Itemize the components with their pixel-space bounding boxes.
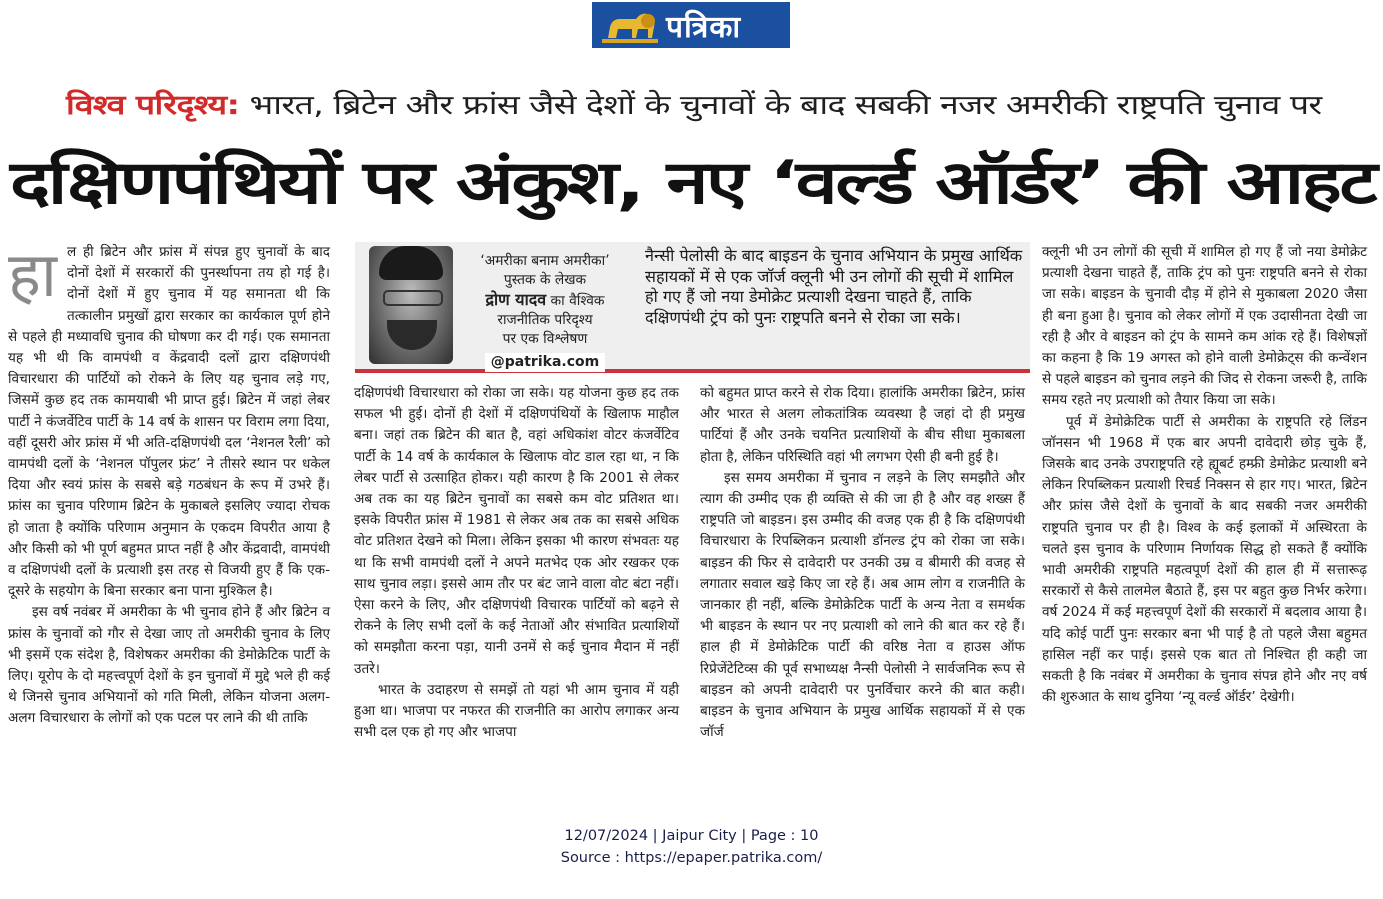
paragraph: को बहुमत प्राप्त करने से रोक दिया। हालांकि अमरीका ब्रिटेन, फ्रांस और भारत से अलग लोकतांत्रिक व्यवस्था है जहां दो ही प्रमुख पार्टियां हैं और उनके चयनित प्रत्याशियों के बीच सीधा मुकाबला होता है, लेकिन परिस्थिति वहां भी लगभग ऐसी ही बनी हुई है। (700, 385, 1025, 465)
article-column-3 (700, 383, 1025, 743)
photo-beard (387, 320, 437, 350)
paragraph: दक्षिणपंथी विचारधारा को रोका जा सके। यह योजना कुछ हद तक सफल भी हुई। दोनों ही देशों में दक्षिणपंथियों के खिलाफ माहौल बना। जहां तक ब्रिटेन की बात है, वहां अधिकांश वोटर कंजर्वेटिव पार्टी के 14 वर्ष के कार्यकाल के खिलाफ वोट डाल रहा था, न कि लेबर पार्टी से उत्साहित होकर। यही कारण है कि 2001 से लेकर अब तक का यह ब्रिटेन चुनावों का सबसे कम वोट प्रतिशत था। इसके विपरीत फ्रांस में 1981 से लेकर अब तक का सबसे अधिक वोट प्रतिशत देखने को मिला। लेकिन इसका भी कारण संभवतः यह था कि सभी वामपंथी दलों ने अपने मतभेद एक ओर रखकर एक साथ चुनाव लड़ा। इससे आम तौर पर बंट जाने वाला वोट बंटा नहीं। ऐसा करने के लिए, और दक्षिणपंथी विचारक पार्टियों को बढ़ने से रोकने के लिए सभी दलों के कई नेताओं और संभावित प्रत्याशियों को समझौता करना पड़ा, यानी उनमें से कई चुनाव मैदान में नहीं उतरे। (354, 385, 679, 677)
paragraph: ल ही ब्रिटेन और फ्रांस में संपन्न हुए चुनावों के बाद दोनों देशों में सरकारों की पुनर्स्थापना तय हो गई है। दोनों देशों में हुए चुनाव में यह समानता थी कि तत्कालीन प्रमुखों द्वारा सरकार का कार्यकाल पूर्ण होने से पहले ही मध्यावधि चुनाव की घोषणा कर दी गई। एक समानता यह भी थी कि वामपंथी व केंद्रवादी दलों द्वारा दक्षिणपंथी विचारधारा की पार्टियों को रोकने के लिए यह चुनाव लड़े गए, जिसमें कुछ हद तक कामयाबी भी प्राप्त हुई। ब्रिटेन में जहां लेबर पार्टी ने कंजर्वेटिव पार्टी के 14 वर्ष के शासन पर विराम लगा दिया, वहीं दूसरी ओर फ्रांस में भी अति-दक्षिणपंथी दल ‘नेशनल रैली’ को वामपंथी दलों के ‘नेशनल पॉपुलर फ्रंट’ ने तीसरे स्थान पर धकेल दिया और स्वयं फ्रांस के सबसे बड़े गठबंधन के रूप में उभरे हैं। फ्रांस का चुनाव परिणाम ब्रिटेन के मुकाबले इसलिए ज्यादा रोचक हो जाता है क्योंकि परिणाम अनुमान के एकदम विपरीत आया है और किसी को भी पूर्ण बहुमत प्राप्त नहीं है और केंद्रवादी, वामपंथी व दक्षिणपंथी दलों के प्रत्याशी इस तरह से विजयी हुए हैं कि एक-दूसरे के सहयोग के बिना सरकार बना पाना मुश्किल है। (8, 244, 330, 600)
paragraph: इस समय अमरीका में चुनाव न लड़ने के लिए समझौते और त्याग की उम्मीद एक ही व्यक्ति से की जा ही है और वह शख्स हैं राष्ट्रपति जो बाइडन। इस उम्मीद की वजह एक ही है कि दक्षिणपंथी विचारधारा के रिपब्लिकन प्रत्याशी डॉनल्ड ट्रंप को रोका जा सके। बाइडन की फिर से दावेदारी पर उनकी उम्र व बीमारी की वजह से लगातार सवाल खड़े किए जा रहे हैं। अब आम लोग व राजनीति के जानकार ही नहीं, बल्कि डेमोक्रेटिक पार्टी के अन्य नेता व समर्थक भी बाइडन के स्थान पर नए प्रत्याशी को लाने की बात कर रहे हैं। हाल ही में डेमोक्रेटिक पार्टी की वरिष्ठ नेता व हाउस ऑफ रिप्रेजेंटेटिव्स की पूर्व सभाध्यक्ष नैन्सी पेलोसी ने सार्वजनिक रूप से बाइडन को अपनी दावेदारी पर पुनर्विचार करने की बात कही। बाइडन के चुनाव अभियान के प्रमुख आर्थिक सहायकों में से एक जॉर्ज (700, 469, 1025, 741)
paragraph: इस वर्ष नवंबर में अमरीका के भी चुनाव होने हैं और ब्रिटेन व फ्रांस के चुनावों को गौर से देखा जाए तो अमरीकी चुनाव के लिए भी इसमें एक संदेश है, विशेषकर अमरीका की डेमोक्रेटिक पार्टी के लिए। यूरोप के दो महत्त्वपूर्ण देशों के इन चुनावों में मुद्दे भले ही कई थे जिनसे चुनाव अभियानों को गति मिली, लेकिन योजना अलग-अलग विचारधारा के लोगों को एक पटल पर लाने की थी ताकि (8, 604, 330, 727)
paragraph: पूर्व में डेमोक्रेटिक पार्टी से अमरीका के राष्ट्रपति रहे लिंडन जॉनसन भी 1968 में एक बार अपनी दावेदारी छोड़ चुके हैं, जिसके बाद उनके उपराष्ट्रपति रहे ह्यूबर्ट हम्फ्री डेमोक्रेट प्रत्याशी बने लेकिन रिपब्लिकन प्रत्याशी रिचर्ड निक्सन से हार गए। भारत, ब्रिटेन और फ्रांस जैसे देशों के चुनावों के बाद सबकी नजर अमरीकी राष्ट्रपति चुनाव पर ही है। विश्व के कई इलाकों में अस्थिरता के चलते इस चुनाव के परिणाम निर्णायक सिद्ध हो सकते हैं क्योंकि भावी अमरीकी राष्ट्रपति महत्वपूर्ण देशों की हाल ही में सत्तारूढ़ सरकारों से कैसे तालमेल बैठाते हैं, इस पर बहुत कुछ निर्भर करेगा। वर्ष 2024 में कई महत्त्वपूर्ण देशों की सरकारों में बदलाव आया है। यदि कोई पार्टी पुनः सरकार बना भी पाई है तो पहले जैसा बहुमत हासिल नहीं कर पाई। इससे एक बात तो निश्चित ही कही जा सकती है कि नवंबर में अमरीका के चुनाव संपन्न होने और नए वर्ष की शुरुआत के साथ दुनिया ‘न्यू वर्ल्ड ऑर्डर’ देखेगी। (1042, 413, 1367, 706)
photo-hair (379, 246, 443, 280)
footer-dateline: 12/07/2024 | Jaipur City | Page : 10 (564, 828, 819, 844)
masthead-logo (592, 2, 790, 48)
author-desc-3: पर एक विश्लेषण (502, 331, 588, 347)
photo-glasses (383, 290, 443, 306)
article-column-1 (8, 238, 330, 730)
author-desc: का वैश्विक (546, 293, 605, 309)
author-byline (460, 252, 630, 372)
paragraph: भारत के उदाहरण से समझें तो यहां भी आम चुनाव में यही हुआ था। भाजपा पर नफरत की राजनीति का आरोप लगाकर अन्य सभी दल एक हो गए और भाजपा (354, 681, 679, 741)
lion-emblem-icon (598, 5, 662, 45)
author-role: पुस्तक के लेखक (503, 272, 587, 288)
headline: दक्षिणपंथियों पर अंकुश, नए ‘वर्ल्ड ऑर्डर’ की आहट (10, 148, 1376, 218)
kicker-line (66, 86, 1322, 126)
author-photo (369, 246, 453, 364)
article-column-2 (354, 383, 679, 743)
author-name: द्रोण यादव (485, 290, 547, 309)
article-column-4 (1042, 242, 1367, 708)
author-desc-2: राजनीतिक परिदृश्य (497, 312, 593, 328)
book-title: ‘अमरीका बनाम अमरीका’ (480, 253, 610, 269)
pull-quote: नैन्सी पेलोसी के बाद बाइडन के चुनाव अभियान के प्रमुख आर्थिक सहायकों में से एक जॉर्ज क्लूनी भी उन लोगों की सूची में शामिल हो गए हैं जो नया डेमोक्रेट प्रत्याशी देखना चाहते हैं, ताकि दक्षिणपंथी ट्रंप को पुनः राष्ट्रपति बनने से रोका जा सके। (645, 246, 1023, 327)
kicker-separator: : (226, 90, 240, 121)
paragraph: क्लूनी भी उन लोगों की सूची में शामिल हो गए हैं जो नया डेमोक्रेट प्रत्याशी देखना चाहते हैं, ताकि ट्रंप को पुनः राष्ट्रपति बनने से रोका जा सके। बाइडन के चुनावी दौड़ में होने से मुकाबला 2020 जैसा ही बना हुआ है। चुनाव को लेकर लोगों में एक उदासीनता देखी जा रही है और वे बाइडन को ट्रंप के सामने कम आंक रहे हैं। विशेषज्ञों का कहना है कि 19 अगस्त को होने वाली डेमोक्रेट्स की कन्वेंशन से पहले बाइडन को चुनाव लड़ने की जिद से रोकना जरूरी है, ताकि समय रहते नए प्रत्याशी को तैयार किया जा सके। (1042, 244, 1367, 409)
footer-source: Source : https://epaper.patrika.com/ (560, 850, 823, 866)
brand-name: पत्रिका (666, 9, 742, 45)
kicker-label: विश्व परिदृश्य (66, 90, 227, 121)
site-link[interactable]: @patrika.com (485, 353, 605, 372)
kicker-text: भारत, ब्रिटेन और फ्रांस जैसे देशों के चुनावों के बाद सबकी नजर अमरीकी राष्ट्रपति चुनाव पर (239, 90, 1322, 121)
author-callout-box (355, 242, 1030, 373)
drop-cap: हा (8, 238, 57, 311)
